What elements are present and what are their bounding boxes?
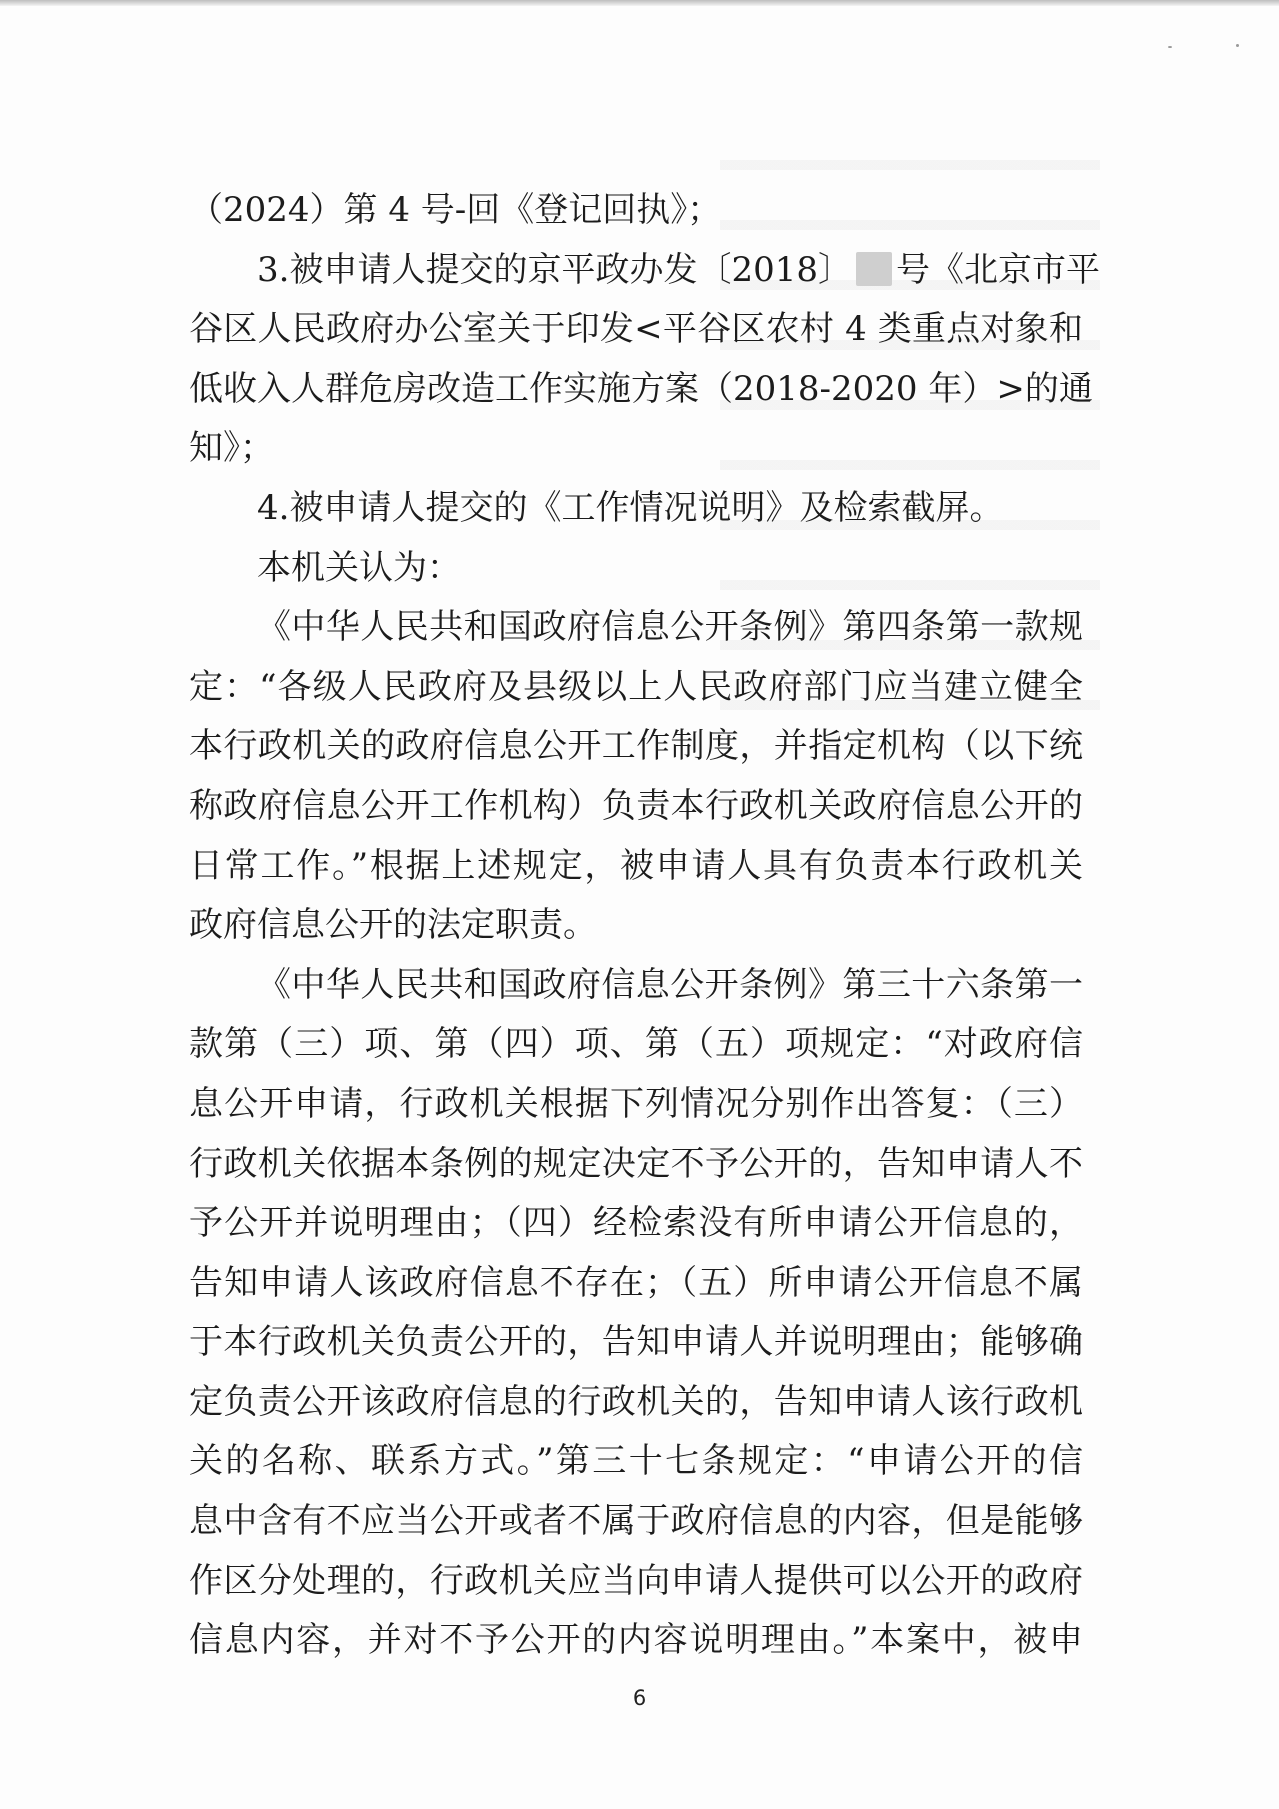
text-line: 定：“各级人民政府及县级以上人民政府部门应当建立健全	[189, 666, 1083, 707]
text-line: 低收入人群危房改造工作实施方案（2018-2020 年）>的通	[189, 368, 1093, 409]
text-line: 信息内容，并对不予公开的内容说明理由。”本案中，被申	[189, 1620, 1083, 1661]
text-line: 于本行政机关负责公开的，告知申请人并说明理由；能够确	[189, 1322, 1083, 1363]
text-line: 息公开申请，行政机关根据下列情况分别作出答复：（三）	[189, 1083, 1083, 1124]
scan-top-edge	[0, 0, 1279, 6]
text-line: 政府信息公开的法定职责。	[189, 905, 597, 946]
text-line: 予公开并说明理由；（四）经检索没有所申请公开信息的，	[189, 1203, 1083, 1244]
text-line: 款第（三）项、第（四）项、第（五）项规定：“对政府信	[189, 1024, 1083, 1065]
text-segment: 号《北京市平	[895, 249, 1100, 290]
text-line: 定负责公开该政府信息的行政机关的，告知申请人该行政机	[189, 1381, 1083, 1422]
redaction-mark	[856, 252, 892, 286]
text-line: 知》；	[189, 428, 274, 469]
text-line: （2024）第 4 号-回《登记回执》；	[189, 190, 722, 230]
text-line: 行政机关依据本条例的规定决定不予公开的，告知申请人不	[189, 1143, 1083, 1184]
scan-speck	[1236, 44, 1239, 47]
text-line: 告知申请人该政府信息不存在；（五）所申请公开信息不属	[189, 1262, 1083, 1303]
scan-speck	[1168, 46, 1172, 48]
text-segment: 3.被申请人提交的京平政办发〔2018〕	[257, 249, 852, 290]
text-line: 本行政机关的政府信息公开工作制度，并指定机构（以下统	[189, 726, 1083, 767]
text-line: 息中含有不应当公开或者不属于政府信息的内容，但是能够	[189, 1501, 1083, 1542]
text-line: 称政府信息公开工作机构）负责本行政机关政府信息公开的	[189, 785, 1083, 826]
page-number: 6	[632, 1686, 647, 1710]
text-line: 日常工作。”根据上述规定，被申请人具有负责本行政机关	[189, 845, 1083, 886]
text-line	[189, 241, 1100, 301]
text-line: 本机关认为：	[257, 547, 461, 588]
text-line: 作区分处理的，行政机关应当向申请人提供可以公开的政府	[189, 1560, 1083, 1601]
text-line: 4.被申请人提交的《工作情况说明》及检索截屏。	[257, 487, 1004, 528]
text-line: 《中华人民共和国政府信息公开条例》第三十六条第一	[257, 964, 1083, 1005]
text-line: 关的名称、联系方式。”第三十七条规定：“申请公开的信	[189, 1441, 1083, 1482]
text-line: 谷区人民政府办公室关于印发<平谷区农村 4 类重点对象和	[189, 309, 1083, 350]
text-line: 《中华人民共和国政府信息公开条例》第四条第一款规	[257, 607, 1083, 648]
document-body	[189, 181, 1100, 1671]
